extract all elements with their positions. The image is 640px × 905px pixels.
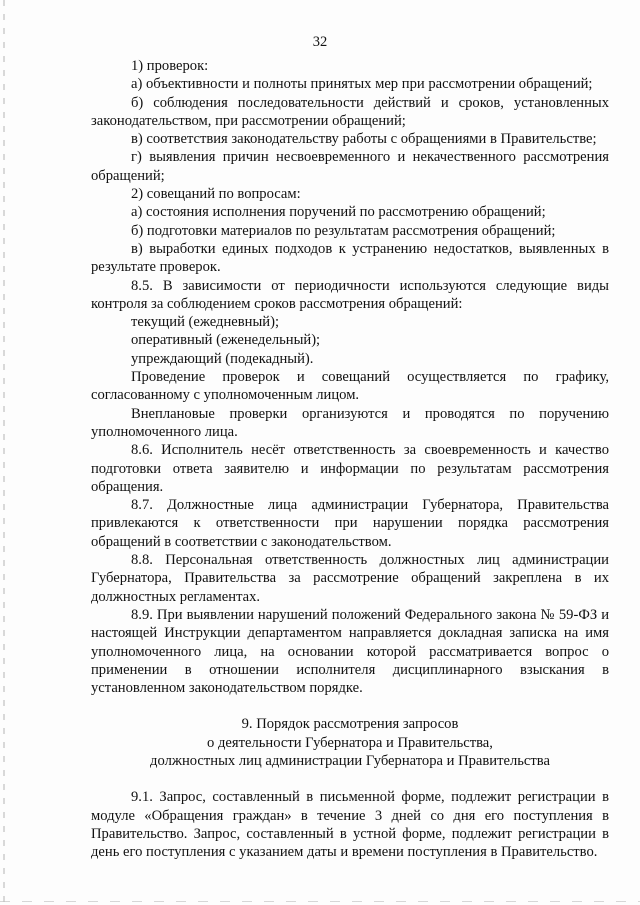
scan-bottom-artifact <box>0 901 640 902</box>
section-heading-line: 9. Порядок рассмотрения запросов <box>241 716 459 733</box>
paragraph: 8.7. Должностные лица администрации Губернатора, Правительства привлекаются к ответственности при нарушении порядка рассмотрения обращений в соответствии с законодательством. <box>91 497 609 550</box>
scan-edge-artifact <box>3 0 5 905</box>
paragraph: 2) совещаний по вопросам: <box>131 186 301 203</box>
spacer <box>91 770 609 788</box>
paragraph: оперативный (еженедельный); <box>131 332 321 349</box>
paragraph: Внеплановые проверки организуются и проводятся по поручению уполномоченного лица. <box>91 405 609 440</box>
paragraph: упреждающий (подекадный). <box>131 350 314 367</box>
section-heading-line: должностных лиц администрации Губернатора и Правительства <box>150 752 550 769</box>
paragraph: 1) проверок: <box>131 58 209 74</box>
paragraph: Проведение проверок и совещаний осуществляется по графику, согласованному с уполномоченным лицом. <box>91 369 609 404</box>
paragraph: в) выработки единых подходов к устранению недостатков, выявленных в результате проверок. <box>91 240 609 276</box>
paragraph: 8.8. Персональная ответственность должностных лиц администрации Губернатора, Правительства за рассмотрение обращений закреплена в их должностных регламентах. <box>91 552 609 605</box>
paragraph: 9.1. Запрос, составленный в письменной форме, подлежит регистрации в модуле «Обращения граждан» в течение 3 дней со дня его поступления в Правительство. Запрос, составленный в устной форме, подлежит регистрации в день его поступления с указанием даты и времени поступления в Правительство. <box>91 789 609 861</box>
document-body <box>91 57 609 861</box>
spacer <box>91 697 609 715</box>
paragraph: б) соблюдения последовательности действий и сроков, установленных законодательством, при рассмотрении обращений; <box>91 94 609 129</box>
section-heading-line: о деятельности Губернатора и Правительства, <box>207 734 493 751</box>
paragraph: 8.6. Исполнитель несёт ответственность за своевременность и качество подготовки ответа заявителю и информации по результатам рассмотрения обращения. <box>91 442 609 495</box>
paragraph: в) соответствия законодательству работы с обращениями в Правительстве; <box>131 131 597 148</box>
page-number: 32 <box>312 34 328 50</box>
paragraph: а) объективности и полноты принятых мер при рассмотрении обращений; <box>131 76 593 93</box>
paragraph: текущий (ежедневный); <box>131 314 279 331</box>
paragraph: 8.9. При выявлении нарушений положений Федерального закона № 59-ФЗ и настоящей Инструкции департаментом направляется докладная записка на имя уполномоченного лица, на основании которой рассматривается вопрос о применении в отношении исполнителя дисциплинарного взыскания в установленном законодательством порядке. <box>91 606 609 697</box>
paragraph: а) состояния исполнения поручений по рассмотрению обращений; <box>131 204 546 221</box>
paragraph: 8.5. В зависимости от периодичности используются следующие виды контроля за соблюдением сроков рассмотрения обращений: <box>91 277 609 312</box>
paragraph: б) подготовки материалов по результатам рассмотрения обращений; <box>131 222 556 239</box>
paragraph: г) выявления причин несвоевременного и некачественного рассмотрения обращений; <box>91 149 609 184</box>
